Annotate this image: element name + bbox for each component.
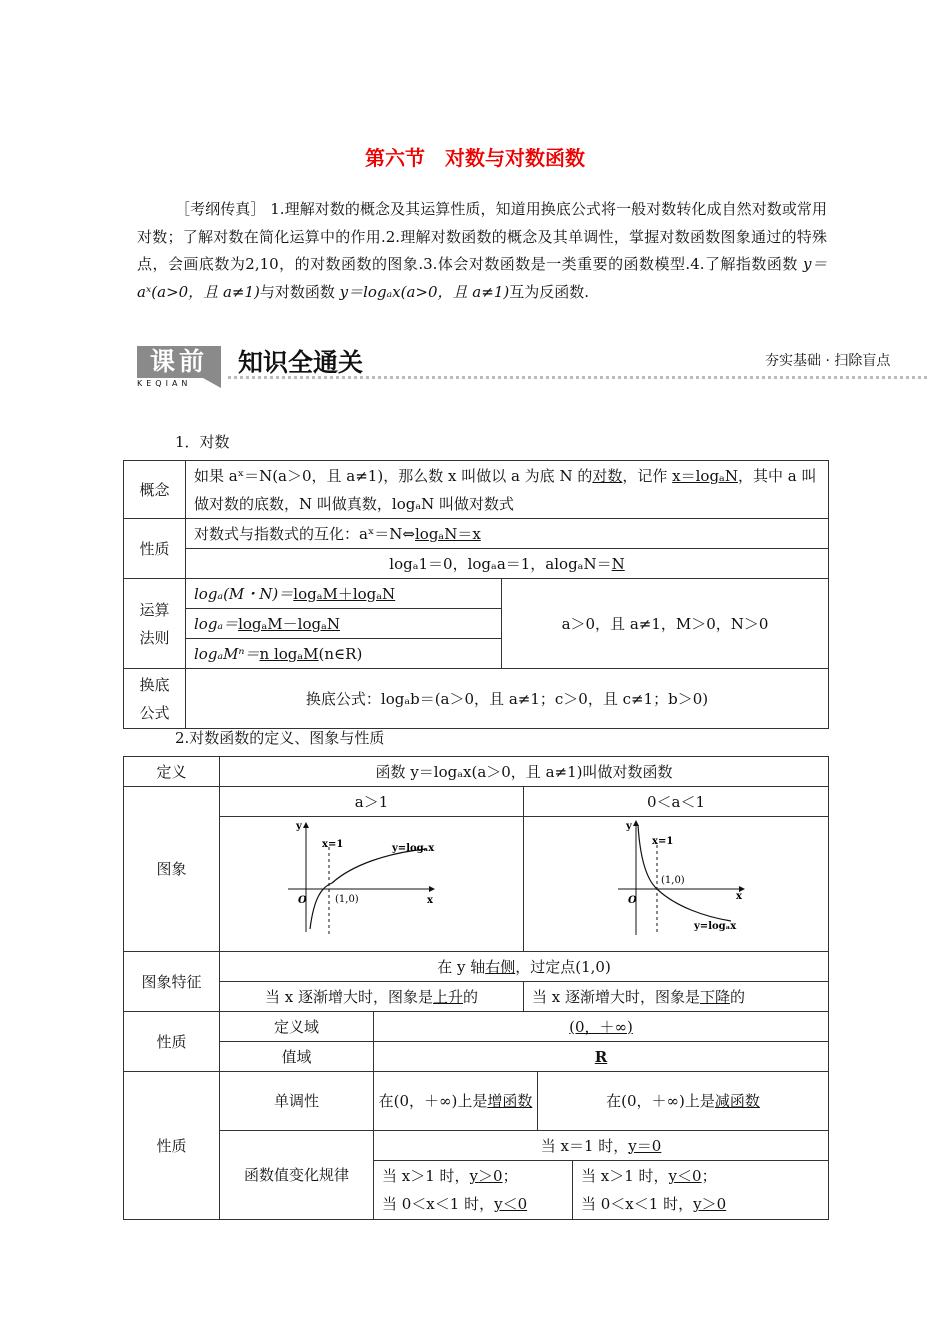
x1-label: x=1	[321, 839, 343, 850]
banner-title: 知识全通关	[238, 348, 364, 377]
text: 在(0，＋∞)上是	[378, 1092, 488, 1110]
row-label: 图象	[124, 787, 220, 952]
blank: 对数	[592, 466, 623, 485]
graph-a-lt-1	[526, 817, 826, 942]
intro-text: 1.理解对数的概念及其运算性质，知道用换底公式将一般对数转化成自然对数或常用对数；了解对数在简化运算中的作用.2.理解对数函数的概念及其单调性，掌握对数函数图象通过的特殊点，会画底数为2,10，的对数函数的图象.3.体会对数函数是一类重要的函数模型.4.了解指数函数	[137, 200, 827, 273]
feature-cell	[220, 982, 524, 1012]
row-label: 图象特征	[124, 952, 220, 1012]
x-label: x	[426, 895, 433, 906]
blank: logₐM＋logₐN	[293, 584, 396, 603]
value-rule-inc	[374, 1161, 573, 1220]
blank: 减函数	[714, 1092, 760, 1110]
page-title: 第六节 对数与对数函数	[365, 146, 585, 170]
ops-condition: a＞0，且 a≠1，M＞0，N＞0	[502, 579, 829, 669]
row-label: 运算法则	[124, 579, 186, 669]
blank: R	[594, 1047, 608, 1066]
blank: logₐN＝x	[415, 524, 481, 543]
op-cell	[186, 609, 502, 639]
case-header: a＞1	[220, 787, 524, 817]
graph-a-gt-1	[222, 817, 522, 942]
text: ，其中 a 叫做对数的底数，N 叫做真数，logₐN 叫做对数式	[194, 466, 817, 513]
value-rule-dec	[573, 1161, 829, 1220]
blank: x＝logₐN	[672, 466, 738, 485]
text: 在 y 轴	[437, 957, 486, 976]
blank: y＝0	[628, 1136, 662, 1155]
text: 的	[730, 987, 746, 1006]
blank: 下降	[700, 987, 731, 1006]
blank: (0，＋∞)	[569, 1017, 633, 1036]
fn-label: y=logₐx	[391, 843, 434, 854]
case-header: 0＜a＜1	[524, 787, 829, 817]
blank: y＜0	[494, 1195, 528, 1213]
banner-divider	[228, 376, 927, 379]
monotonic-dec	[538, 1072, 829, 1131]
text: logₐMⁿ＝	[194, 644, 260, 663]
sub-label: 函数值变化规律	[220, 1131, 374, 1220]
row-label: 性质	[124, 1072, 220, 1220]
prop-cell	[186, 519, 829, 549]
text: ；	[701, 1167, 717, 1185]
sub-label: 值域	[220, 1042, 374, 1072]
text: 对数式与指数式的互化：aˣ＝N⇔	[194, 524, 415, 543]
feature-cell	[524, 982, 829, 1012]
graph-increasing	[220, 817, 524, 952]
text: 当 x 逐渐增大时，图象是	[264, 987, 433, 1006]
text: 的	[463, 987, 479, 1006]
blank: y＜0	[668, 1167, 702, 1185]
op-cell	[186, 639, 502, 669]
definition: 函数 y＝logₐx(a＞0，且 a≠1)叫做对数函数	[220, 757, 829, 787]
origin-label: O	[297, 895, 307, 906]
text: logₐ(M・N)＝	[194, 584, 294, 603]
banner-box: 课前	[137, 346, 221, 378]
logarithm-table	[123, 460, 829, 729]
blank: n logₐM	[259, 644, 319, 663]
blank: 增函数	[487, 1092, 533, 1110]
text: 如果 aˣ＝N(a＞0，且 a≠1)，那么数 x 叫做以 a 为底 N 的	[194, 466, 593, 485]
text: (n∈R)	[318, 644, 363, 663]
blank: logₐM－logₐN	[238, 614, 340, 633]
y-label: y	[295, 821, 302, 832]
change-of-base: 换底公式：logₐb＝(a＞0，且 a≠1；c＞0，且 c≠1；b＞0)	[186, 669, 829, 729]
row-label: 换底公式	[124, 669, 186, 729]
text: 当 x＞1 时，	[382, 1167, 470, 1185]
monotonic-inc	[374, 1072, 538, 1131]
point-label: (1,0)	[661, 875, 685, 886]
domain-value	[374, 1012, 829, 1042]
row-label: 性质	[124, 1012, 220, 1072]
banner-slogan: 夯实基础 · 扫除盲点	[765, 353, 891, 369]
text: ，过定点(1,0)	[515, 957, 611, 976]
sub-label: 单调性	[220, 1072, 374, 1131]
text: 当 0＜x＜1 时，	[382, 1195, 495, 1213]
banner-triangle	[203, 378, 221, 388]
sub-label: 定义域	[220, 1012, 374, 1042]
op-cell	[186, 579, 502, 609]
intro-formula: y＝aˣ(a>0，且 a≠1)	[137, 255, 827, 301]
point-label: (1,0)	[334, 894, 359, 905]
section-heading: 2.对数函数的定义、图象与性质	[175, 729, 385, 747]
blank: 右侧	[485, 957, 516, 976]
syllabus-intro	[137, 196, 827, 306]
text: 当 x 逐渐增大时，图象是	[532, 987, 700, 1006]
row-label: 定义	[124, 757, 220, 787]
row-label: 性质	[124, 519, 186, 579]
fn-label: y=logₐx	[694, 921, 737, 932]
prop-cell	[186, 549, 829, 579]
blank: y＞0	[469, 1167, 503, 1185]
concept-cell	[186, 461, 829, 519]
text: 当 x＞1 时，	[581, 1167, 669, 1185]
blank: 上升	[432, 987, 463, 1006]
intro-label: ［考纲传真］	[175, 200, 266, 218]
y-label: y	[626, 821, 632, 832]
blank: y＞0	[693, 1195, 727, 1213]
value-rule	[374, 1131, 829, 1161]
text: 当 0＜x＜1 时，	[581, 1195, 694, 1213]
text: 在(0，＋∞)上是	[606, 1092, 715, 1110]
banner-sub: KEQIAN	[137, 379, 192, 388]
intro-text: 互为反函数.	[509, 282, 589, 301]
section-heading: 1．对数	[175, 433, 230, 451]
text: ；	[502, 1167, 518, 1185]
x-label: x	[736, 891, 742, 902]
text: 当 x＝1 时，	[540, 1136, 629, 1155]
feature-cell	[220, 952, 829, 982]
x1-label: x=1	[652, 836, 674, 847]
intro-formula: y＝logₐx(a>0，且 a≠1)	[339, 282, 510, 301]
intro-text: 与对数函数	[259, 282, 340, 301]
text: ，记作	[622, 466, 673, 485]
text: logₐ1＝0，logₐa＝1，alogₐN＝	[389, 554, 612, 573]
origin-label: O	[628, 895, 637, 906]
blank: N	[611, 554, 625, 573]
range-value	[374, 1042, 829, 1072]
text: logₐ＝	[194, 614, 239, 633]
row-label: 概念	[124, 461, 186, 519]
graph-decreasing	[524, 817, 829, 952]
log-function-table	[123, 756, 829, 1220]
